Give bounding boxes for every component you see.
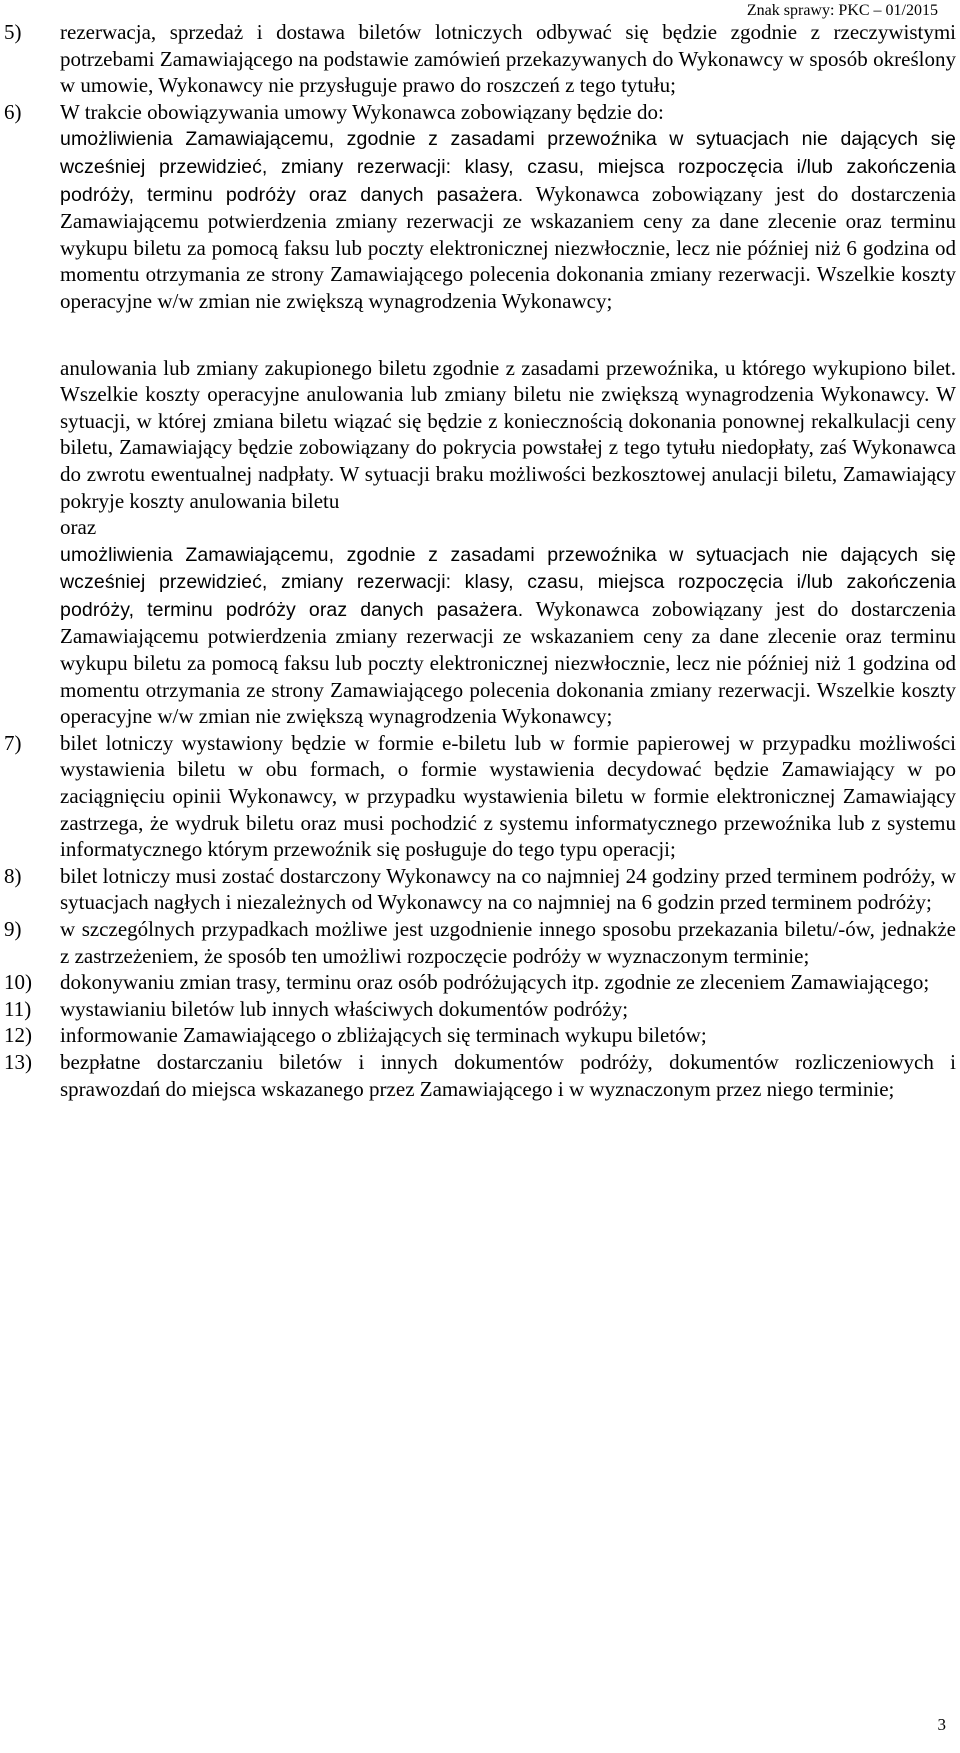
item-text: rezerwacja, sprzedaż i dostawa biletów lotniczych odbywać się będzie zgodnie z rzeczywistymi potrzebami Zamawiającego na podstawie zamówień przekazywanych do Wykonawcy w sposób określony w umowie, Wykonawcy nie przysługuje prawo do roszczeń z tego tytułu; xyxy=(60,20,956,98)
list-item-10 xyxy=(4,969,956,996)
item-number: 7) xyxy=(4,730,22,755)
item-text: bilet lotniczy musi zostać dostarczony Wykonawcy na co najmniej 24 godziny przed terminem podróży, w sytuacjach nagłych i niezależnych od Wykonawcy na co najmniej na 6 godzin przed terminem podróży; xyxy=(60,863,956,915)
list-item-9 xyxy=(4,916,956,969)
item-text: dokonywaniu zmian trasy, terminu oraz osób podróżujących itp. zgodnie ze zleceniem Zamawiającego; xyxy=(60,970,930,995)
item-number: 12) xyxy=(4,1023,32,1048)
item-6-subsection-2 xyxy=(4,355,956,730)
item-text: bilet lotniczy wystawiony będzie w formie e-biletu lub w formie papierowej w przypadku możliwości wystawienia biletu w obu formach, o formie wystawienia decydować będzie Zamawiający w po zaciągnięciu opinii Wykonawcy, w przypadku wystawienia biletu w formie elektronicznej Zamawiający zastrzega, że wydruk biletu oraz musi pochodzić z systemu informatycznego przewoźnika lub z systemu informatycznego którym przewoźnik się posługuje do tego typu operacji; xyxy=(60,730,956,862)
item-text: wystawianiu biletów lub innych właściwych dokumentów podróży; xyxy=(60,996,629,1021)
list-item-13 xyxy=(4,1049,956,1102)
item-text: bezpłatne dostarczaniu biletów i innych dokumentów podróży, dokumentów rozliczeniowych i sprawozdań do miejsca wskazanego przez Zamawiającego i w wyznaczonym przez niego terminie; xyxy=(60,1049,956,1101)
item-intro: W trakcie obowiązywania umowy Wykonawca zobowiązany będzie do: xyxy=(60,99,664,124)
document-body xyxy=(4,19,956,1102)
subsection-text-sans: umożliwienia Zamawiającemu, zgodnie z zasadami przewoźnika w sytuacjach nie dających się wcześniej przewidzieć, zmiany rezerwacji: klasy, czasu, miejsca rozpoczęcia i/lub zakończenia podróży, terminu podróży oraz danych pasażera. xyxy=(60,128,956,206)
list-item-6 xyxy=(4,99,956,126)
item-number: 8) xyxy=(4,863,22,888)
item-number: 6) xyxy=(4,99,22,124)
blank-line xyxy=(4,315,956,355)
item-number: 13) xyxy=(4,1049,32,1074)
item-number: 10) xyxy=(4,970,32,995)
page-number: 3 xyxy=(937,1715,946,1734)
list-item-8 xyxy=(4,863,956,916)
item-number: 5) xyxy=(4,20,22,44)
item-text: informowanie Zamawiającego o zbliżających się terminach wykupu biletów; xyxy=(60,1023,707,1048)
list-item-5 xyxy=(4,19,956,99)
list-item-7 xyxy=(4,730,956,863)
subsection-text: Wykonawca zobowiązany jest do dostarczenia Zamawiającemu potwierdzenia zmiany rezerwacji ze wskazaniem ceny za dane zlecenie oraz terminu wykupu biletu za pomocą faksu lub poczty elektronicznej niezwłocznie, lecz nie później niż 6 godzina od momentu otrzymania ze strony Zamawiającego polecenia dokonania zmiany rezerwacji. Wszelkie koszty operacyjne w/w zmian nie zwiększą wynagrodzenia Wykonawcy; xyxy=(60,181,956,313)
case-reference: Znak sprawy: PKC – 01/2015 xyxy=(746,2,938,19)
item-text: w szczególnych przypadkach możliwe jest uzgodnienie innego sposobu przekazania biletu/-ów, jednakże z zastrzeżeniem, że sposób ten umożliwi rozpoczęcie podróży w wyznaczonym terminie; xyxy=(60,917,956,968)
subsection-text: Wykonawca zobowiązany jest do dostarczenia Zamawiającemu potwierdzenia zmiany rezerwacji ze wskazaniem ceny za dane zlecenie oraz terminu wykupu biletu za pomocą faksu lub poczty elektronicznej niezwłocznie, lecz nie później niż 1 godzina od momentu otrzymania ze strony Zamawiającego polecenia dokonania zmiany rezerwacji. Wszelkie koszty operacyjne w/w zmian nie zwiększą wynagrodzenia Wykonawcy; xyxy=(60,596,956,729)
list-item-12 xyxy=(4,1022,956,1049)
conjunction-text: oraz xyxy=(60,515,97,540)
item-number: 11) xyxy=(4,996,32,1021)
subsection-text-sans: umożliwienia Zamawiającemu, zgodnie z zasadami przewoźnika w sytuacjach nie dających się wcześniej przewidzieć, zmiany rezerwacji: klasy, czasu, miejsca rozpoczęcia i/lub zakończenia podróży, terminu podróży oraz danych pasażera. xyxy=(60,543,956,621)
list-item-11 xyxy=(4,996,956,1023)
item-6-subsection-1 xyxy=(4,125,956,314)
subsection-text: anulowania lub zmiany zakupionego biletu zgodnie z zasadami przewoźnika, u którego wykupiono bilet. Wszelkie koszty operacyjne anulowania lub zmiany biletu nie zwiększą wynagrodzenia Wykonawcy. W sytuacji, w której zmiana biletu wiązać się będzie z koniecznością dokonania ponownej rekalkulacji ceny biletu, Zamawiający będzie zobowiązany do pokrycia powstałej z tego tytułu niedopłaty, zaś Wykonawca do zwrotu ewentualnej nadpłaty. W sytuacji braku możliwości bezkosztowej anulacji biletu, Zamawiający pokryje koszty anulowania biletu xyxy=(60,355,956,513)
item-number: 9) xyxy=(4,917,22,941)
